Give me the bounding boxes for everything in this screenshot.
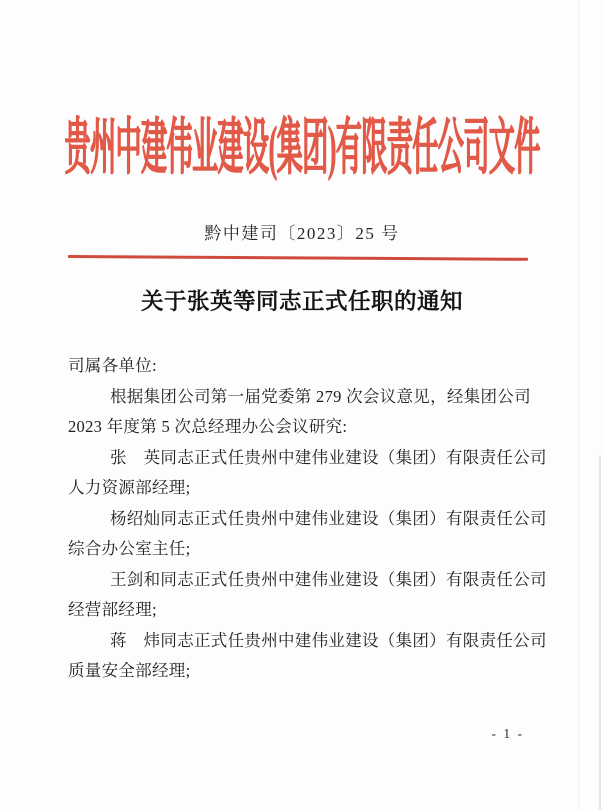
body-line: 王剑和同志正式任贵州中建伟业建设（集团）有限责任公司 <box>110 569 547 589</box>
body-line: 2023 年度第 5 次总经理办公会议研究: <box>68 417 348 436</box>
letterhead <box>0 100 604 186</box>
body-line: 质量安全部经理; <box>68 661 191 680</box>
body-line: 根据集团公司第一届党委第 279 次会议意见，经集团公司 <box>110 386 531 406</box>
body-line: 经营部经理; <box>68 600 157 619</box>
body-line: 张 英同志正式任贵州中建伟业建设（集团）有限责任公司 <box>110 447 547 467</box>
letterhead-title: 贵州中建伟业建设(集团)有限责任公司文件 <box>64 113 540 182</box>
body-line: 司属各单位: <box>68 356 157 375</box>
document-number: 黔中建司〔2023〕25 号 <box>204 224 400 243</box>
document-body <box>68 351 547 687</box>
page-number: - 1 - <box>491 726 524 741</box>
body-line: 人力资源部经理; <box>68 478 191 497</box>
red-divider-rule <box>68 255 528 260</box>
body-line: 杨绍灿同志正式任贵州中建伟业建设（集团）有限责任公司 <box>110 508 547 528</box>
body-line: 综合办公室主任; <box>68 539 191 558</box>
document-title: 关于张英等同志正式任职的通知 <box>140 289 463 314</box>
scan-edge-shadow <box>599 455 601 810</box>
body-line: 蒋 炜同志正式任贵州中建伟业建设（集团）有限责任公司 <box>110 630 547 650</box>
